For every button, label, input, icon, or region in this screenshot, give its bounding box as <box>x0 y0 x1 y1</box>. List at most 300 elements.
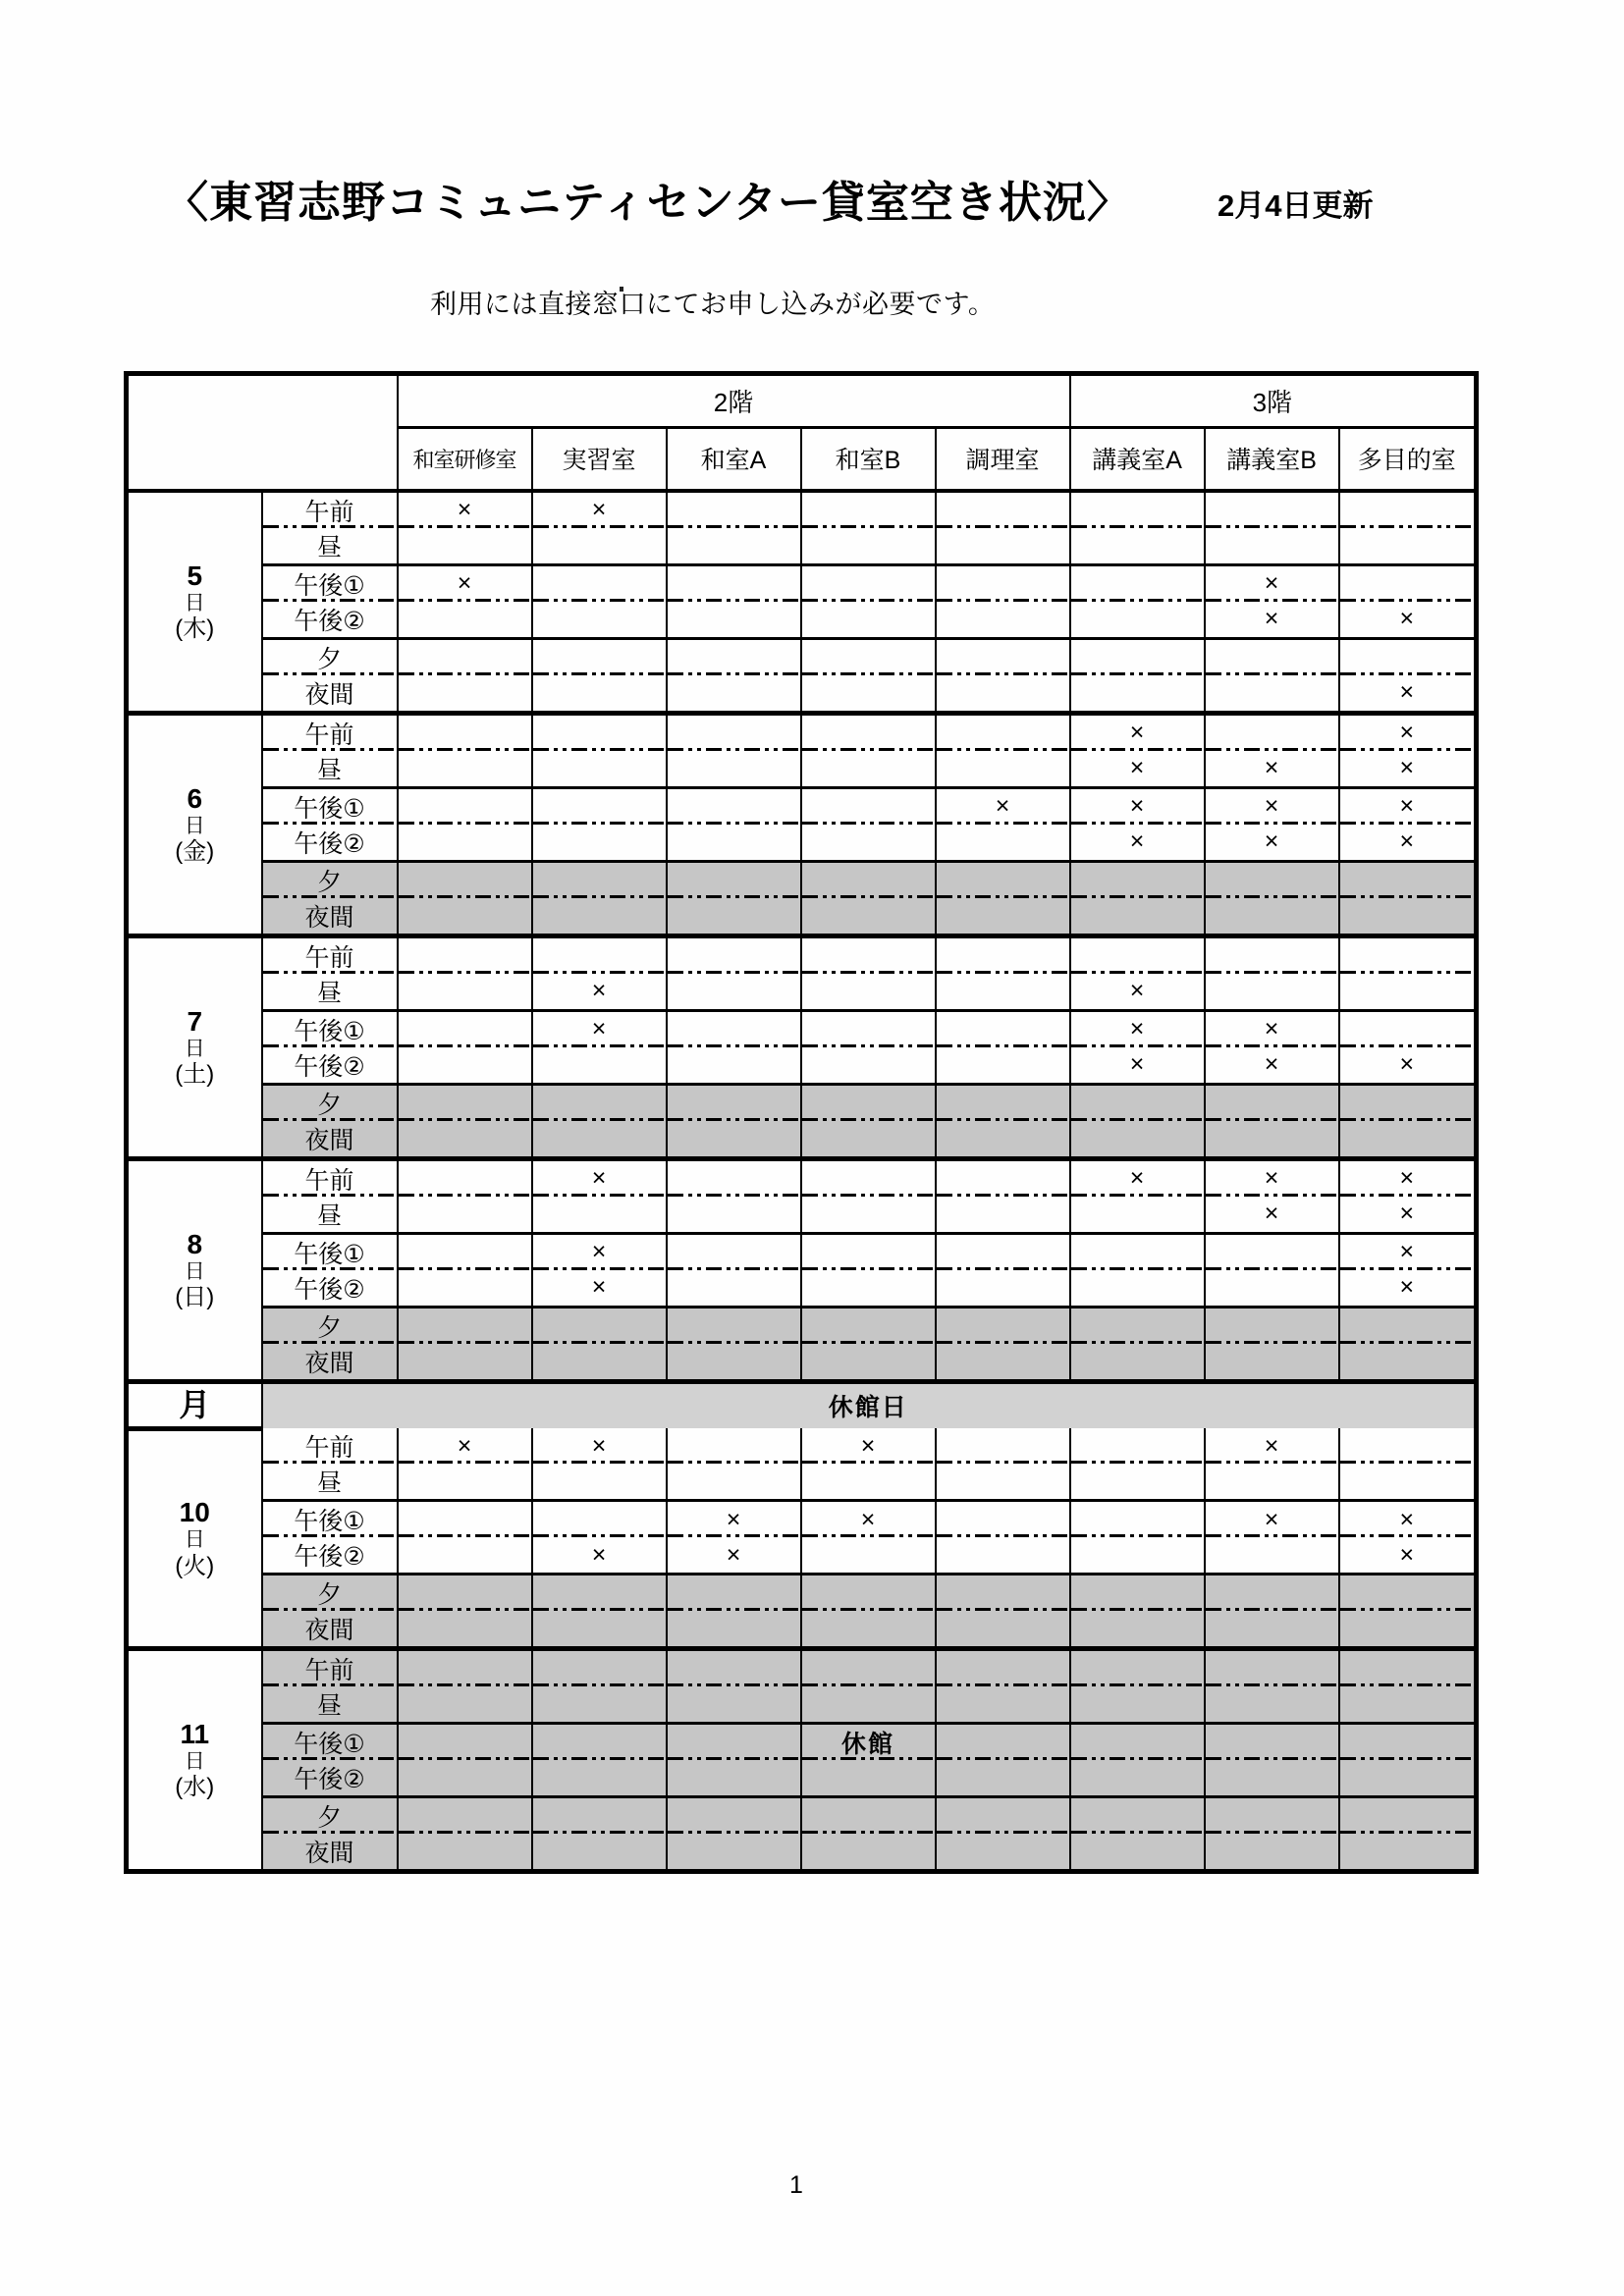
availability-cell <box>1339 528 1477 565</box>
availability-table <box>124 371 1479 1874</box>
availability-cell <box>801 1233 936 1270</box>
availability-cell <box>398 1611 532 1649</box>
availability-cell <box>1070 861 1205 898</box>
availability-cell <box>1205 1686 1339 1724</box>
corner-cell <box>127 374 398 491</box>
availability-cell <box>801 787 936 825</box>
availability-cell <box>1070 1121 1205 1159</box>
availability-cell <box>1339 1084 1477 1121</box>
availability-cell <box>801 1084 936 1121</box>
availability-cell <box>936 1760 1070 1797</box>
availability-cell: × <box>1070 1010 1205 1047</box>
availability-cell <box>1070 935 1205 974</box>
room-header: 調理室 <box>936 428 1070 491</box>
time-slot-label: 夕 <box>262 1084 398 1121</box>
room-header: 講義室B <box>1205 428 1339 491</box>
availability-cell <box>398 1537 532 1575</box>
availability-cell <box>801 1121 936 1159</box>
availability-cell <box>801 528 936 565</box>
availability-cell <box>1205 1233 1339 1270</box>
availability-cell <box>801 1010 936 1047</box>
availability-cell <box>1070 1464 1205 1501</box>
availability-cell <box>667 1344 801 1382</box>
page-title: 〈東習志野コミュニティセンター貸室空き状況〉 <box>165 179 1131 227</box>
availability-cell <box>667 491 801 528</box>
availability-cell <box>936 1047 1070 1085</box>
availability-cell <box>398 1797 532 1835</box>
availability-cell: × <box>398 491 532 528</box>
time-slot-label: 夕 <box>262 1797 398 1835</box>
availability-cell <box>398 1344 532 1382</box>
availability-cell: × <box>1339 1501 1477 1538</box>
availability-cell <box>1339 1428 1477 1464</box>
availability-cell: × <box>1205 825 1339 862</box>
time-slot-label: 夕 <box>262 1307 398 1344</box>
availability-cell <box>936 638 1070 675</box>
time-slot-label: 午後① <box>262 1501 398 1538</box>
availability-cell <box>667 935 801 974</box>
availability-cell <box>1339 1724 1477 1761</box>
availability-cell <box>532 1344 667 1382</box>
availability-cell: × <box>1205 787 1339 825</box>
availability-cell <box>1339 1344 1477 1382</box>
time-slot-label: 午後② <box>262 1270 398 1308</box>
availability-cell <box>667 751 801 788</box>
availability-cell <box>801 861 936 898</box>
time-slot-label: 夕 <box>262 638 398 675</box>
availability-cell <box>667 1270 801 1308</box>
availability-cell <box>936 1307 1070 1344</box>
availability-cell <box>1205 1464 1339 1501</box>
availability-cell <box>936 825 1070 862</box>
time-slot-label: 夜間 <box>262 1834 398 1872</box>
availability-cell: × <box>532 1158 667 1197</box>
availability-cell <box>801 1834 936 1872</box>
availability-cell <box>1339 638 1477 675</box>
time-slot-label: 夕 <box>262 1575 398 1612</box>
availability-cell <box>398 1010 532 1047</box>
availability-cell: × <box>532 974 667 1011</box>
availability-cell <box>1339 1575 1477 1612</box>
availability-cell <box>667 1047 801 1085</box>
availability-cell <box>532 1084 667 1121</box>
availability-cell: × <box>1205 1428 1339 1464</box>
availability-cell <box>1339 1464 1477 1501</box>
availability-cell <box>667 1084 801 1121</box>
room-header: 講義室A <box>1070 428 1205 491</box>
availability-cell <box>1205 1649 1339 1687</box>
availability-cell <box>398 898 532 936</box>
availability-cell: × <box>532 1010 667 1047</box>
availability-cell <box>801 935 936 974</box>
availability-cell <box>1205 1344 1339 1382</box>
availability-cell <box>936 1270 1070 1308</box>
availability-cell <box>1070 1344 1205 1382</box>
availability-cell <box>1205 1270 1339 1308</box>
availability-cell <box>667 1575 801 1612</box>
availability-cell: × <box>1339 787 1477 825</box>
availability-cell: × <box>532 491 667 528</box>
availability-cell <box>1205 1537 1339 1575</box>
availability-cell <box>532 1197 667 1234</box>
availability-cell <box>667 1307 801 1344</box>
time-slot-label: 午後① <box>262 1010 398 1047</box>
availability-cell <box>801 1611 936 1649</box>
availability-cell <box>801 1797 936 1835</box>
availability-cell <box>936 1121 1070 1159</box>
availability-cell: × <box>1339 602 1477 639</box>
availability-cell <box>532 751 667 788</box>
availability-cell <box>398 1464 532 1501</box>
time-slot-label: 昼 <box>262 1464 398 1501</box>
availability-cell <box>801 564 936 602</box>
availability-cell <box>398 1047 532 1085</box>
availability-cell <box>936 1197 1070 1234</box>
time-slot-label: 午後② <box>262 1537 398 1575</box>
availability-cell <box>801 898 936 936</box>
availability-cell <box>1205 1307 1339 1344</box>
availability-cell <box>1070 1611 1205 1649</box>
availability-cell <box>532 1464 667 1501</box>
availability-cell <box>1070 1575 1205 1612</box>
day-label-cell: 5 日 (木) <box>127 491 262 714</box>
availability-cell: × <box>398 1428 532 1464</box>
availability-cell <box>801 602 936 639</box>
availability-cell <box>1339 564 1477 602</box>
availability-cell: × <box>1205 1197 1339 1234</box>
availability-cell <box>1070 1760 1205 1797</box>
availability-cell <box>936 564 1070 602</box>
availability-cell <box>1205 638 1339 675</box>
availability-cell <box>801 1760 936 1797</box>
availability-cell <box>667 1121 801 1159</box>
availability-cell: × <box>1205 1501 1339 1538</box>
availability-cell <box>532 1649 667 1687</box>
time-slot-label: 午後② <box>262 602 398 639</box>
availability-cell <box>936 751 1070 788</box>
availability-cell <box>667 1686 801 1724</box>
availability-cell <box>667 528 801 565</box>
availability-cell <box>667 1197 801 1234</box>
availability-cell <box>936 1501 1070 1538</box>
availability-cell <box>667 1611 801 1649</box>
availability-cell <box>398 1649 532 1687</box>
day-label-cell: 8 日 (日) <box>127 1158 262 1381</box>
availability-cell <box>532 1797 667 1835</box>
availability-cell <box>1205 974 1339 1011</box>
availability-cell <box>936 861 1070 898</box>
availability-cell <box>1070 1649 1205 1687</box>
availability-cell: × <box>1339 1270 1477 1308</box>
availability-cell <box>1339 1760 1477 1797</box>
availability-cell <box>532 1121 667 1159</box>
availability-cell <box>667 1760 801 1797</box>
availability-cell: × <box>1070 974 1205 1011</box>
time-slot-label: 昼 <box>262 1686 398 1724</box>
availability-cell <box>936 1724 1070 1761</box>
availability-cell <box>801 1158 936 1197</box>
availability-cell <box>936 1010 1070 1047</box>
availability-cell <box>667 1233 801 1270</box>
availability-cell <box>667 1797 801 1835</box>
availability-cell <box>667 1464 801 1501</box>
availability-cell <box>936 1611 1070 1649</box>
availability-cell <box>532 825 667 862</box>
availability-cell <box>1339 861 1477 898</box>
availability-cell <box>1205 898 1339 936</box>
time-slot-label: 午後① <box>262 1233 398 1270</box>
availability-cell <box>398 1197 532 1234</box>
floor-header: 3階 <box>1070 374 1477 428</box>
availability-cell: × <box>1339 825 1477 862</box>
time-slot-label: 夜間 <box>262 1611 398 1649</box>
availability-cell: × <box>1339 1197 1477 1234</box>
availability-cell <box>801 675 936 714</box>
time-slot-label: 午後② <box>262 1047 398 1085</box>
availability-cell <box>801 974 936 1011</box>
availability-cell <box>1070 898 1205 936</box>
availability-cell <box>1339 1010 1477 1047</box>
availability-cell <box>532 638 667 675</box>
availability-cell <box>936 1649 1070 1687</box>
time-slot-label: 午後① <box>262 564 398 602</box>
availability-cell <box>667 974 801 1011</box>
availability-cell <box>532 564 667 602</box>
floor-header: 2階 <box>398 374 1070 428</box>
availability-cell: × <box>1339 1537 1477 1575</box>
availability-cell <box>1339 1686 1477 1724</box>
availability-cell <box>1205 1121 1339 1159</box>
time-slot-label: 午前 <box>262 1649 398 1687</box>
time-slot-label: 午前 <box>262 935 398 974</box>
availability-cell <box>1339 491 1477 528</box>
availability-cell <box>1070 1537 1205 1575</box>
availability-cell: × <box>1205 751 1339 788</box>
availability-cell <box>398 751 532 788</box>
availability-cell <box>667 564 801 602</box>
availability-cell: × <box>1070 751 1205 788</box>
closed-day-band: 休館日 <box>262 1381 1477 1428</box>
availability-cell <box>398 861 532 898</box>
availability-cell <box>801 1649 936 1687</box>
time-slot-label: 午後① <box>262 1724 398 1761</box>
time-slot-label: 午後② <box>262 1760 398 1797</box>
availability-cell <box>936 491 1070 528</box>
availability-cell <box>1070 1233 1205 1270</box>
availability-cell <box>667 638 801 675</box>
availability-cell <box>936 602 1070 639</box>
availability-cell <box>1205 1575 1339 1612</box>
availability-cell <box>398 1760 532 1797</box>
availability-cell: × <box>1339 1158 1477 1197</box>
availability-cell <box>1070 1834 1205 1872</box>
availability-cell <box>801 1197 936 1234</box>
availability-cell <box>667 602 801 639</box>
availability-cell <box>801 1047 936 1085</box>
availability-cell <box>667 713 801 751</box>
time-slot-label: 夜間 <box>262 1344 398 1382</box>
availability-cell <box>532 1307 667 1344</box>
availability-cell <box>532 1724 667 1761</box>
availability-cell <box>1339 1307 1477 1344</box>
availability-cell <box>936 1537 1070 1575</box>
availability-cell <box>936 1686 1070 1724</box>
availability-cell <box>801 1344 936 1382</box>
page-number: 1 <box>789 2171 803 2199</box>
availability-cell <box>398 825 532 862</box>
time-slot-label: 昼 <box>262 528 398 565</box>
availability-cell <box>801 1307 936 1344</box>
time-slot-label: 午前 <box>262 713 398 751</box>
availability-cell <box>1070 602 1205 639</box>
availability-cell <box>398 713 532 751</box>
availability-cell <box>1070 1501 1205 1538</box>
time-slot-label: 夜間 <box>262 675 398 714</box>
availability-cell <box>936 528 1070 565</box>
availability-cell <box>1070 1084 1205 1121</box>
availability-cell <box>936 1084 1070 1121</box>
availability-cell: × <box>1339 751 1477 788</box>
availability-cell <box>532 528 667 565</box>
time-slot-label: 夜間 <box>262 1121 398 1159</box>
time-slot-label: 午後② <box>262 825 398 862</box>
availability-cell <box>936 974 1070 1011</box>
availability-cell <box>1205 491 1339 528</box>
availability-cell <box>1070 1428 1205 1464</box>
availability-cell <box>1339 974 1477 1011</box>
availability-cell <box>801 1537 936 1575</box>
availability-cell <box>936 713 1070 751</box>
day-label-cell: 7 日 (土) <box>127 935 262 1158</box>
availability-cell <box>667 1010 801 1047</box>
availability-cell <box>398 787 532 825</box>
availability-cell <box>532 1834 667 1872</box>
availability-table-body <box>127 374 1477 1872</box>
availability-cell <box>936 1158 1070 1197</box>
availability-cell <box>1339 1834 1477 1872</box>
availability-cell <box>667 1834 801 1872</box>
day-label-cell: 11 日 (水) <box>127 1649 262 1872</box>
availability-cell <box>667 898 801 936</box>
availability-cell <box>398 1834 532 1872</box>
availability-cell <box>1070 1197 1205 1234</box>
availability-cell <box>936 1428 1070 1464</box>
availability-cell: × <box>667 1501 801 1538</box>
availability-cell <box>936 1575 1070 1612</box>
time-slot-label: 夜間 <box>262 898 398 936</box>
availability-cell <box>936 1797 1070 1835</box>
time-slot-label: 午前 <box>262 1158 398 1197</box>
day-label-cell: 6 日 (金) <box>127 713 262 935</box>
availability-cell <box>936 1344 1070 1382</box>
availability-cell <box>398 1724 532 1761</box>
availability-cell <box>398 528 532 565</box>
availability-cell <box>532 675 667 714</box>
availability-cell <box>1205 935 1339 974</box>
availability-cell <box>1339 1611 1477 1649</box>
availability-cell <box>801 1270 936 1308</box>
availability-cell <box>532 602 667 639</box>
availability-cell <box>398 1233 532 1270</box>
room-header: 和室研修室 <box>398 428 532 491</box>
availability-cell: × <box>801 1428 936 1464</box>
availability-cell: × <box>1070 713 1205 751</box>
availability-cell: × <box>532 1537 667 1575</box>
availability-cell <box>1205 1724 1339 1761</box>
availability-cell <box>667 825 801 862</box>
room-header: 和室B <box>801 428 936 491</box>
availability-cell <box>801 825 936 862</box>
availability-cell: × <box>1205 1158 1339 1197</box>
time-slot-label: 昼 <box>262 1197 398 1234</box>
availability-cell: × <box>936 787 1070 825</box>
time-slot-label: 昼 <box>262 974 398 1011</box>
availability-cell <box>1070 528 1205 565</box>
room-header: 実習室 <box>532 428 667 491</box>
availability-cell <box>398 1501 532 1538</box>
availability-cell <box>1205 528 1339 565</box>
availability-cell <box>1339 1797 1477 1835</box>
availability-cell <box>1205 1084 1339 1121</box>
availability-cell <box>1205 713 1339 751</box>
availability-cell <box>936 1834 1070 1872</box>
availability-cell <box>667 1428 801 1464</box>
time-slot-label: 午前 <box>262 491 398 528</box>
application-note: 利用には直接窓口にてお申し込みが必要です。 <box>430 290 996 319</box>
availability-cell: × <box>801 1501 936 1538</box>
availability-cell <box>398 935 532 974</box>
availability-cell <box>398 1158 532 1197</box>
time-slot-label: 夕 <box>262 861 398 898</box>
availability-cell: × <box>1339 1047 1477 1085</box>
availability-cell: × <box>1339 1233 1477 1270</box>
availability-cell <box>801 713 936 751</box>
availability-cell <box>1070 675 1205 714</box>
availability-cell <box>667 675 801 714</box>
time-slot-label: 午後① <box>262 787 398 825</box>
availability-cell <box>398 1575 532 1612</box>
availability-cell <box>1205 1797 1339 1835</box>
availability-cell <box>936 1233 1070 1270</box>
availability-cell: × <box>1070 825 1205 862</box>
room-header: 多目的室 <box>1339 428 1477 491</box>
availability-cell <box>1339 935 1477 974</box>
room-header: 和室A <box>667 428 801 491</box>
availability-cell <box>1339 1121 1477 1159</box>
availability-cell <box>1205 675 1339 714</box>
availability-cell <box>532 1047 667 1085</box>
availability-cell <box>532 898 667 936</box>
availability-cell <box>398 638 532 675</box>
availability-cell <box>1070 564 1205 602</box>
availability-cell <box>801 491 936 528</box>
availability-cell <box>1070 1307 1205 1344</box>
availability-cell <box>667 1158 801 1197</box>
availability-cell <box>532 787 667 825</box>
availability-cell <box>1205 1834 1339 1872</box>
availability-cell <box>532 713 667 751</box>
availability-cell: × <box>1205 1010 1339 1047</box>
availability-cell <box>1070 1686 1205 1724</box>
updated-date: 2月4日更新 <box>1218 188 1374 223</box>
availability-cell <box>667 1649 801 1687</box>
availability-cell: × <box>1070 1047 1205 1085</box>
time-slot-label: 昼 <box>262 751 398 788</box>
availability-cell <box>532 935 667 974</box>
availability-cell: × <box>398 564 532 602</box>
availability-cell <box>1070 1270 1205 1308</box>
availability-cell <box>532 1760 667 1797</box>
